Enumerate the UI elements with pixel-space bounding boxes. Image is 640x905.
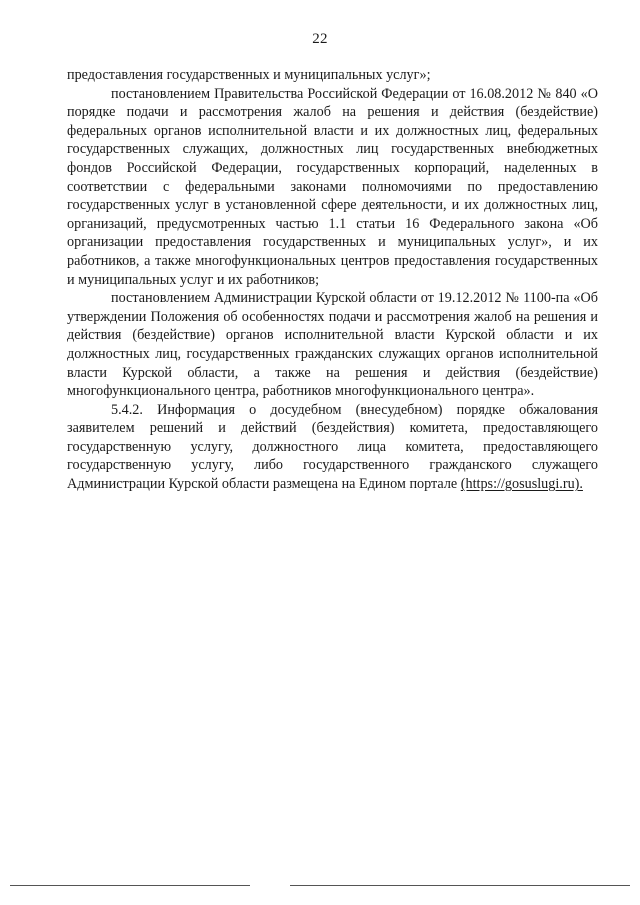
paragraph-continuation: предоставления государственных и муниципальных услуг»; (67, 67, 431, 83)
section-5-4-2-text: 5.4.2. Информация о досудебном (внесудебном) порядке обжалования заявителем решений и действий (бездействия) комитета, предоставляющего государственную услугу, должностного лица комитета, предоставляющего государственную услугу, либо государственного гражданского служащего Администрации Курской области размещена на Едином портале (67, 401, 598, 493)
paragraph-kursk-decree-1100: постановлением Администрации Курской области от 19.12.2012 № 1100-па «Об утверждении Положения об особенностях подачи и рассмотрения жалоб на решения и действия (бездействие) органов исполнительной власти Курской области и их должностных лиц, государственных гражданских служащих органов исполнительной власти Курской области, а также на решения и действия (бездействие) многофункционального центра, работников многофункционального центра». (67, 290, 598, 400)
document-body (67, 66, 598, 494)
paragraph-government-decree-840: постановлением Правительства Российской Федерации от 16.08.2012 № 840 «О порядке подачи и рассмотрения жалоб на решения и действия (бездействие) федеральных органов исполнительной власти и их должностных лиц, федеральных государственных служащих, должностных лиц государственных внебюджетных фондов Российской Федерации, государственных корпораций, наделенных в соответствии с федеральными законами полномочиями по предоставлению государственных услуг в установленной сфере деятельности, и их должностных лиц, организаций, предусмотренных частью 1.1 статьи 16 Федерального закона «Об организации предоставления государственных и муниципальных услуг», и их работников, а также многофункциональных центров предоставления государственных и муниципальных услуг и их работников; (67, 85, 598, 288)
footer-divider-right (290, 885, 630, 886)
gosuslugi-link[interactable]: (https://gosuslugi.ru). (460, 476, 583, 493)
footer-divider-left (10, 885, 250, 886)
paragraph-section-5-4-2 (67, 401, 598, 494)
page-number: 22 (312, 31, 328, 47)
